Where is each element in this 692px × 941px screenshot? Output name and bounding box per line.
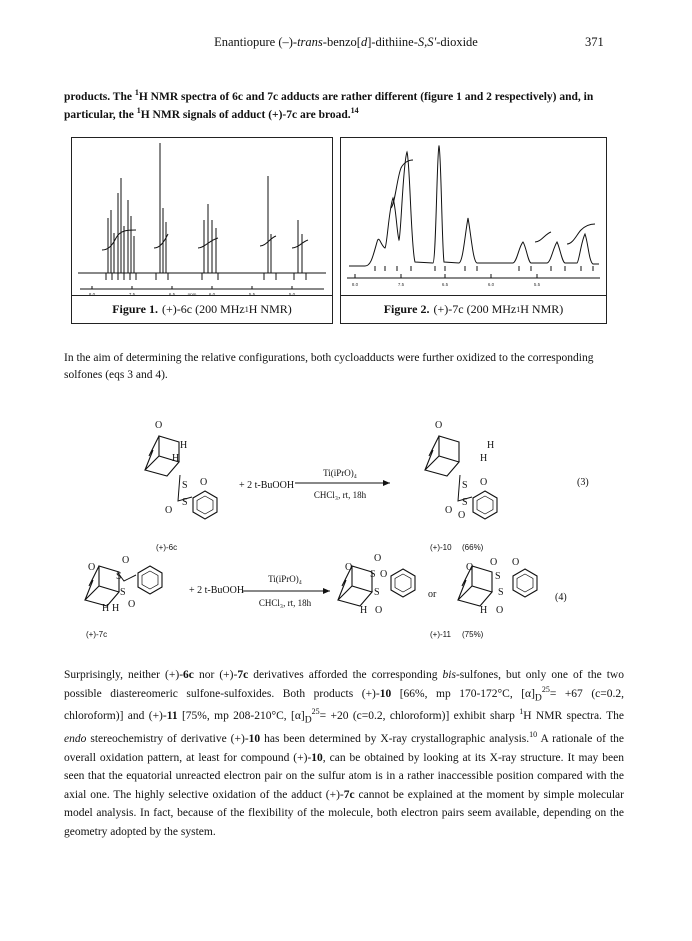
reference-marker: 10 [529, 730, 538, 740]
axis-unit: ppm [187, 292, 197, 296]
equation-number: (4) [555, 592, 567, 603]
italic-text: endo [64, 733, 87, 746]
integration-curve [567, 224, 595, 244]
paragraph-oxidation-intro: In the aim of determining the relative configurations, both cycloadducts were further oxidized to the corresponding solfones (eqs 3 and 4). [64, 352, 594, 381]
structure-10 [425, 420, 497, 521]
spectrum-trace [349, 146, 599, 266]
atom-label: S [120, 587, 126, 598]
atom-label: S [498, 587, 504, 598]
body-text: nor (+)- [193, 669, 238, 681]
page-number: 371 [585, 35, 604, 49]
atom-label: O [345, 562, 353, 573]
atom-label: O [512, 557, 520, 568]
axis-tick-label: 5.0 [288, 292, 296, 296]
axis-tick-label: 6.5 [441, 282, 449, 287]
subscript: D [534, 691, 542, 703]
compound-ref: 10 [379, 687, 392, 700]
compound-label: (+)-10 [430, 543, 452, 552]
intro-text: H NMR signals of adduct (+)-7c are broad. [140, 109, 351, 121]
reagent-label: + 2 t-BuOOH [189, 585, 245, 596]
header-text: Enantiopure (–)- [214, 35, 298, 49]
superscript: 25 [311, 707, 320, 717]
body-text: has been determined by X-ray crystallographic analysis. [260, 733, 530, 746]
header-text-italic: d [360, 35, 368, 49]
intro-paragraph [64, 88, 624, 124]
atom-label: S [182, 497, 188, 508]
atom-label: O [200, 477, 208, 488]
atom-label: H [480, 605, 488, 616]
atom-label: S [462, 497, 468, 508]
body-text: derivatives afforded the corresponding [248, 669, 443, 681]
superscript: 1 [134, 88, 139, 98]
catalyst-label: Ti(iPrO)₄ [268, 574, 302, 584]
reference-marker: 14 [350, 106, 359, 116]
integral-marks [156, 273, 306, 280]
atom-label: H [180, 440, 188, 451]
axis-tick-label: 6.0 [487, 282, 495, 287]
axis-tick-label: 6.5 [168, 292, 176, 296]
axis-tick-label: 5.5 [533, 282, 541, 287]
paragraph-discussion [64, 666, 624, 841]
compound-ref: 7c [237, 669, 249, 681]
structure-6c [145, 420, 217, 519]
atom-label: H [360, 605, 368, 616]
body-text: stereochemistry of derivative (+)- [86, 733, 249, 746]
subscript: D [304, 714, 312, 726]
figure-1 [71, 137, 333, 324]
compound-ref: 11 [166, 710, 178, 723]
atom-label: O [435, 420, 443, 431]
atom-label: O [490, 557, 498, 568]
axis-tick-label: 7.5 [397, 282, 405, 287]
yield-label: (75%) [462, 630, 484, 639]
compound-label: (+)-6c [156, 543, 178, 552]
atom-label: O [374, 553, 382, 564]
caption-text: H NMR) [248, 302, 292, 316]
atom-label: S [462, 480, 468, 491]
superscript: 1 [519, 707, 524, 717]
axis-tick-label: 8.0 [351, 282, 359, 287]
compound-ref: 10 [248, 733, 261, 746]
atom-label: O [165, 505, 173, 516]
body-text: [75%, mp 208-210°C, [α] [177, 710, 305, 723]
figure-label: Figure 1. [112, 302, 158, 316]
atom-label: O [375, 605, 383, 616]
body-text: -sulfones, but only one of the two possible diastereomeric sulfone-sulfoxides. Both products (+)- [64, 669, 624, 700]
atom-label: O [496, 605, 504, 616]
caption-text: H NMR) [520, 302, 564, 316]
body-text: , can be obtained by looking at its X-ray structure. It may been seen that the equatorial unreacted electron pair on the sulfur atom is in a rather inaccessible position compared with the axial one. The highly selective oxidation of the adduct (+)- [64, 751, 624, 801]
arrow-head [383, 480, 390, 486]
integration-curve [292, 240, 308, 248]
integration-curve [535, 232, 551, 242]
atom-label: O [155, 420, 163, 431]
figure-2 [340, 137, 607, 324]
nmr-spectrum-6c [72, 138, 332, 296]
atom-label: H [487, 440, 495, 451]
atom-label: O [128, 599, 136, 610]
superscript: 1 [136, 106, 141, 116]
nmr-spectrum-7c [341, 138, 606, 296]
conditions-label: CHCl₃, rt, 18h [258, 598, 312, 608]
atom-label: H [102, 603, 110, 614]
figure-label: Figure 2. [383, 302, 430, 316]
body-text: = +67 (c=0.2, chloroform)] and (+)- [64, 687, 624, 723]
conditions-label: CHCl₃, rt, 18h [313, 490, 367, 500]
atom-label: S [374, 587, 380, 598]
yield-label: (66%) [462, 543, 484, 552]
or-label: or [428, 589, 437, 600]
compound-ref: 10 [311, 751, 323, 764]
figure-1-caption: Figure 1. (+)-6c (200 MHz 1 H NMR) [72, 295, 332, 323]
compound-label: (+)-11 [430, 630, 451, 639]
atom-label: O [88, 562, 96, 573]
arrow-head [323, 588, 330, 594]
atom-label: H [480, 453, 488, 464]
intro-text: products. The [64, 91, 135, 103]
atom-label: H [112, 603, 120, 614]
reaction-scheme [0, 405, 692, 645]
body-text: Surprisingly, neither (+)- [64, 669, 184, 681]
compound-ref: 7c [343, 788, 355, 801]
superscript: 25 [541, 684, 550, 694]
figure-2-caption: Figure 2. (+)-7c (200 MHz 1 H NMR) [341, 295, 606, 323]
axis-tick-label: 6.0 [208, 292, 216, 296]
atom-label: S [495, 571, 501, 582]
body-text: H NMR spectra. The [523, 710, 624, 723]
atom-label: O [480, 477, 488, 488]
header-text: -benzo[ [322, 35, 361, 49]
structure-7c [85, 555, 162, 614]
axis-tick-label: 5.5 [248, 292, 256, 296]
header-text: ]-dithiine- [367, 35, 418, 49]
compound-label: (+)-7c [86, 630, 108, 639]
atom-label: S [116, 571, 122, 582]
reagent-label: + 2 t-BuOOH [239, 480, 295, 491]
atom-label: S [182, 480, 188, 491]
integral-marks [106, 273, 136, 280]
caption-text: (+)-7c (200 MHz [433, 302, 517, 316]
caption-text: (+)-6c (200 MHz [162, 302, 245, 316]
equation-number: (3) [577, 477, 589, 488]
body-text: [66%, mp 170-172°C, [α] [391, 687, 535, 700]
body-text: A rationale of the overall oxidation pattern, at least for compound (+)- [64, 733, 624, 764]
atom-label: O [458, 510, 466, 521]
axis-tick-label: 7.5 [128, 292, 136, 296]
axis-tick-label: 8.0 [88, 292, 96, 296]
structure-11a [338, 553, 415, 616]
atom-label: H [172, 453, 180, 464]
header-text: -dioxide [436, 35, 478, 49]
atom-label: O [466, 562, 474, 573]
atom-label: O [122, 555, 130, 566]
body-text: = +20 (c=0.2, chloroform)] exhibit sharp [319, 710, 520, 723]
header-text-italic: trans [297, 35, 323, 49]
header-text-italic: S,S' [417, 35, 437, 49]
italic-text: bis [442, 669, 456, 681]
atom-label: O [380, 569, 388, 580]
atom-label: O [445, 505, 453, 516]
atom-label: S [370, 569, 376, 580]
integral-marks [375, 266, 593, 271]
compound-ref: 6c [183, 669, 194, 681]
body-text: cannot be explained at the moment by simple molecular model analysis. In fact, because of the flexibility of the molecule, both electron pairs seem available, depending on the geometry adopted by the system. [64, 788, 624, 838]
intro-text: H NMR spectra of 6c and 7c adducts are rather different (figure 1 and 2 respectively) and, in particular, the [64, 91, 594, 121]
catalyst-label: Ti(iPrO)₄ [323, 468, 357, 478]
axis-ticks [355, 274, 537, 278]
structure-11b [458, 557, 537, 616]
